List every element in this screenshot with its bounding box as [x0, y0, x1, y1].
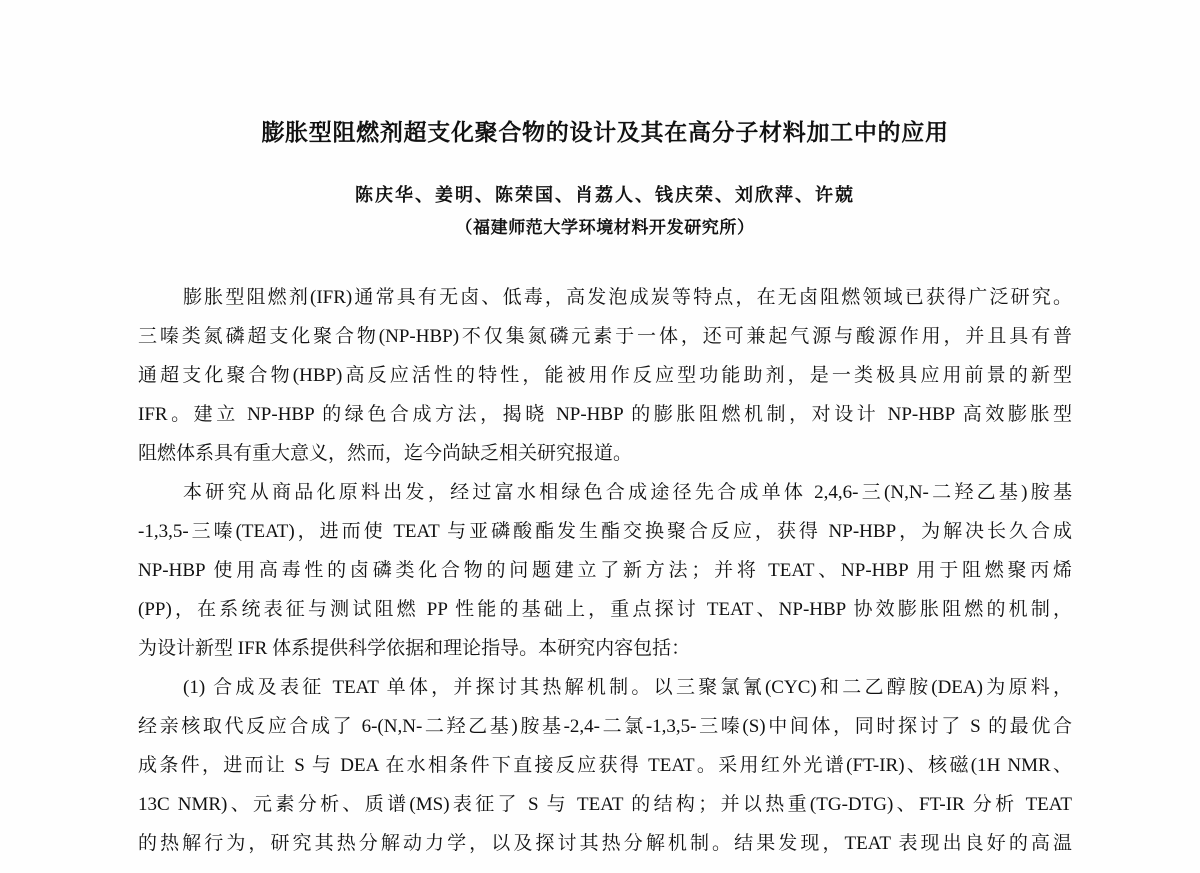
text-line: 膨胀型阻燃剂(IFR)通常具有无卤、低毒，高发泡成炭等特点，在无卤阻燃领域已获得广泛研究。: [183, 287, 1072, 308]
text-line: 为设计新型 IFR 体系提供科学依据和理论指导。本研究内容包括：: [138, 638, 691, 659]
text-line: -1,3,5-三嗪(TEAT)，进而使 TEAT 与亚磷酸酯发生酯交换聚合反应，获得 NP-HBP，为解决长久合成: [138, 521, 1072, 542]
text-line: 成条件，进而让 S 与 DEA 在水相条件下直接反应获得 TEAT。采用红外光谱(FT-IR)、核磁(1H NMR、: [138, 755, 1072, 776]
paper-title: 膨胀型阻燃剂超支化聚合物的设计及其在高分子材料加工中的应用: [261, 120, 949, 146]
paragraph-3: [138, 668, 1072, 863]
abstract-body: [138, 278, 1072, 863]
text-line: 通超支化聚合物(HBP)高反应活性的特性，能被用作反应型功能助剂，是一类极具应用前景的新型: [138, 365, 1072, 386]
text-line: 经亲核取代反应合成了 6-(N,N-二羟乙基)胺基-2,4-二氯-1,3,5-三嗪(S)中间体，同时探讨了 S 的最优合: [138, 716, 1072, 737]
paragraph-1: [138, 278, 1072, 473]
text-column: [138, 0, 1072, 873]
text-line: (1) 合成及表征 TEAT 单体，并探讨其热解机制。以三聚氯氰(CYC)和二乙醇胺(DEA)为原料，: [183, 677, 1072, 698]
text-line: NP-HBP 使用高毒性的卤磷类化合物的问题建立了新方法；并将 TEAT、NP-HBP 用于阻燃聚丙烯: [138, 560, 1072, 581]
text-line: IFR。建立 NP-HBP 的绿色合成方法，揭晓 NP-HBP 的膨胀阻燃机制，对设计 NP-HBP 高效膨胀型: [138, 404, 1072, 425]
text-line: 阻燃体系具有重大意义，然而，迄今尚缺乏相关研究报道。: [138, 443, 633, 464]
text-line: 三嗪类氮磷超支化聚合物(NP-HBP)不仅集氮磷元素于一体，还可兼起气源与酸源作用，并且具有普: [138, 326, 1072, 347]
text-line: 的热解行为，研究其热分解动力学，以及探讨其热分解机制。结果发现，TEAT 表现出良好的高温: [138, 833, 1072, 854]
text-line: (PP)，在系统表征与测试阻燃 PP 性能的基础上，重点探讨 TEAT、NP-HBP 协效膨胀阻燃的机制，: [138, 599, 1072, 620]
text-line: 本研究从商品化原料出发，经过富水相绿色合成途径先合成单体 2,4,6-三(N,N-二羟乙基)胺基: [183, 482, 1072, 503]
affiliation: （福建师范大学环境材料开发研究所）: [455, 218, 755, 238]
paragraph-2: [138, 473, 1072, 668]
text-line: 13C NMR)、元素分析、质谱(MS)表征了 S 与 TEAT 的结构；并以热重(TG-DTG)、FT-IR 分析 TEAT: [138, 794, 1072, 815]
author-list: 陈庆华、姜明、陈荣国、肖荔人、钱庆荣、刘欣萍、许兢: [355, 185, 855, 206]
